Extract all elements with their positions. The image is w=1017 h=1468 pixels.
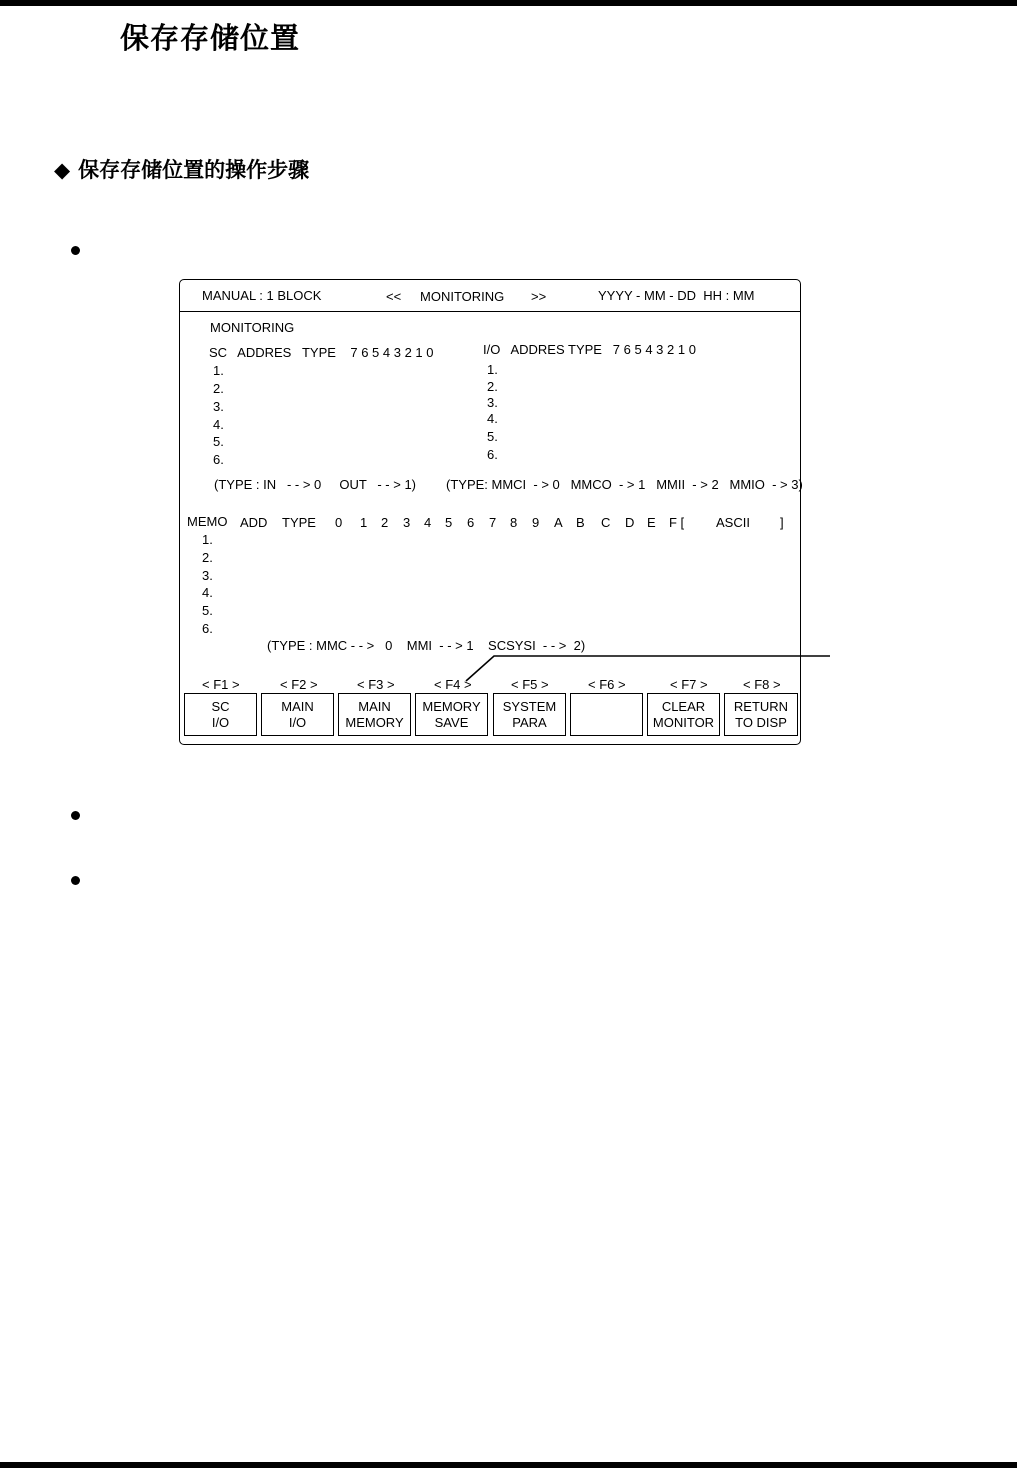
f3-label: < F3 > [357,677,395,692]
io-row: 1. [487,362,498,377]
f8-line1: RETURN [733,698,789,714]
memo-row: 5. [202,603,213,618]
f8-line2: TO DISP [735,714,787,730]
main-io-button[interactable] [261,693,334,736]
memo-column: 9 [532,515,540,530]
header-divider [180,311,800,312]
f2-label: < F2 > [280,677,318,692]
memo-row: 2. [202,550,213,565]
bullet-icon [71,876,80,885]
memo-column: 4 [424,515,432,530]
sc-row: 4. [213,417,224,432]
memo-ascii-label: ASCII [716,515,750,530]
memo-type-label: TYPE [282,515,316,530]
page-title: 保存存储位置 [120,21,301,55]
memo-column: C [601,515,611,530]
header-left-marker: << [386,289,402,304]
f8-label: < F8 > [743,677,781,692]
clear-monitor-button[interactable] [647,693,720,736]
memo-column: D [625,515,635,530]
memo-label: MEMO [187,514,228,529]
f5-line1: SYSTEM [502,698,557,714]
f6-label: < F6 > [588,677,626,692]
io-table-header: I/O ADDRES TYPE 7 6 5 4 3 2 1 0 [483,342,696,357]
io-row: 5. [487,429,498,444]
memo-column: 0 [335,515,343,530]
bullet-icon [71,246,80,255]
memo-row: 1. [202,532,213,547]
sc-io-button[interactable] [184,693,257,736]
io-row: 6. [487,447,498,462]
section-heading-text: 保存存储位置的操作步骤 [78,158,310,182]
memo-column: 3 [403,515,411,530]
f4-line2: SAVE [434,714,469,730]
monitoring-label: MONITORING [210,320,295,335]
memo-column: F [ [669,515,685,530]
memo-bracket-close: ] [780,515,784,530]
memo-column: 2 [381,515,389,530]
memo-row: 3. [202,568,213,583]
f1-line1: SC [211,698,230,714]
mode-status: MANUAL : 1 BLOCK [202,288,322,303]
diamond-icon: ◆ [54,158,71,182]
memory-save-button[interactable] [415,693,488,736]
sc-table-header: SC ADDRES TYPE 7 6 5 4 3 2 1 0 [209,345,434,360]
f4-label: < F4 > [434,677,472,692]
sc-type-note: (TYPE : IN - - > 0 OUT - - > 1) [214,477,417,492]
bottom-rule [0,1462,1017,1468]
sc-row: 6. [213,452,224,467]
f2-line1: MAIN [281,698,314,714]
f3-line1: MAIN [358,698,391,714]
datetime-display: YYYY - MM - DD HH : MM [598,288,755,303]
section-heading [54,154,309,184]
io-row: 2. [487,379,498,394]
memo-column: B [576,515,585,530]
sc-row: 2. [213,381,224,396]
callout-leader-line [460,650,840,690]
sc-row: 5. [213,434,224,449]
f5-line2: PARA [512,714,547,730]
memo-row: 6. [202,621,213,636]
f3-line2: MEMORY [345,714,404,730]
memo-column: 1 [360,515,368,530]
top-rule [0,0,1017,6]
screen-title: MONITORING [420,289,505,304]
f1-label: < F1 > [202,677,240,692]
memo-type-note: (TYPE : MMC - - > 0 MMI - - > 1 SCSYSI - - > 2) [267,638,586,653]
f7-line1: CLEAR [661,698,706,714]
f5-label: < F5 > [511,677,549,692]
f1-line2: I/O [211,714,230,730]
main-memory-button[interactable] [338,693,411,736]
io-row: 4. [487,411,498,426]
io-row: 3. [487,395,498,410]
f2-line2: I/O [288,714,307,730]
f6-button[interactable] [570,693,643,736]
sc-row: 1. [213,363,224,378]
memo-column: 6 [467,515,475,530]
sc-row: 3. [213,399,224,414]
memo-column: A [554,515,563,530]
memo-add-label: ADD [240,515,268,530]
header-right-marker: >> [531,289,547,304]
f7-label: < F7 > [670,677,708,692]
f4-line1: MEMORY [422,698,481,714]
io-type-note: (TYPE: MMCI - > 0 MMCO - > 1 MMII - > 2 MMIO - > 3) [446,477,803,492]
system-para-button[interactable] [493,693,566,736]
return-to-disp-button[interactable] [724,693,798,736]
memo-column: 7 [489,515,497,530]
memo-row: 4. [202,585,213,600]
memo-column: 8 [510,515,518,530]
f7-line2: MONITOR [652,714,715,730]
memo-column: E [647,515,656,530]
memo-column: 5 [445,515,453,530]
bullet-icon [71,811,80,820]
